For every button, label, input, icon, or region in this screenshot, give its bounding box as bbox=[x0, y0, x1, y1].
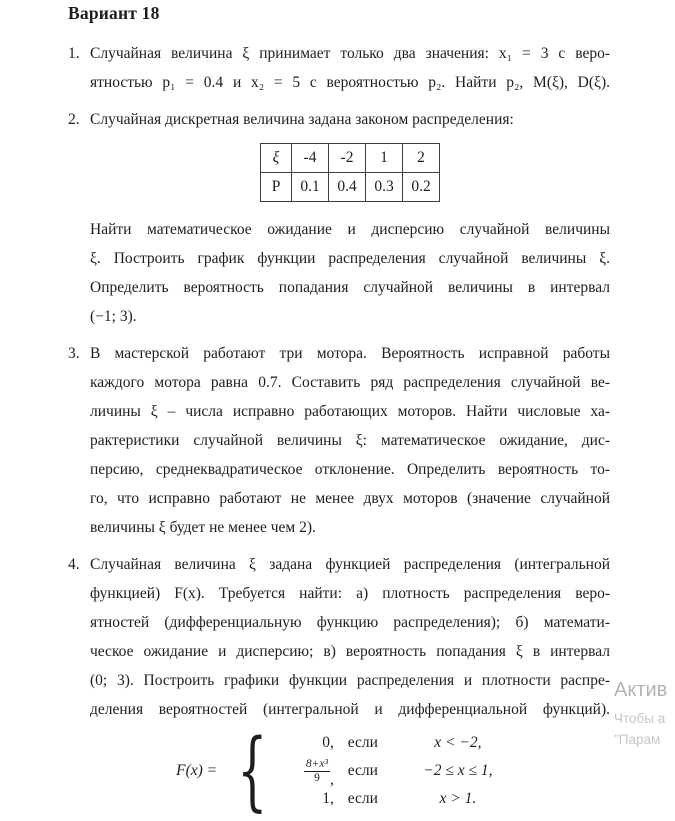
case-value: 0, bbox=[322, 734, 334, 751]
table-row-p bbox=[261, 173, 440, 202]
problem-line: величины ξ будет не менее чем 2). bbox=[90, 519, 316, 536]
watermark-subtext: "Парам bbox=[614, 732, 661, 747]
problem-text bbox=[90, 39, 610, 97]
case-range: −2 ≤ x ≤ 1, bbox=[423, 762, 493, 779]
p-value-cell: 0.3 bbox=[366, 173, 403, 202]
problem-line: рактеристики случайной величины ξ: математическое ожидание, дис- bbox=[90, 432, 610, 449]
table-row-xi bbox=[261, 144, 440, 173]
fraction-numerator: 8+x³ bbox=[305, 757, 328, 770]
watermark-subtext: Чтобы а bbox=[614, 711, 666, 726]
problem-number: 3. bbox=[68, 345, 80, 362]
xi-value-cell: 2 bbox=[403, 144, 440, 173]
problem-line: деления вероятностей (интегральной и дифференциальной функций). bbox=[90, 701, 610, 718]
problem-line: Случайная величина ξ принимает только два значения: x₁ = 3 с веро- bbox=[90, 45, 610, 62]
case-condition: если bbox=[347, 734, 378, 751]
case-value bbox=[282, 755, 334, 787]
p-value-cell: 0.1 bbox=[292, 173, 329, 202]
p-label-cell: P bbox=[261, 173, 292, 202]
problem-number: 1. bbox=[68, 45, 80, 62]
fraction bbox=[304, 758, 330, 785]
problem-item-4 bbox=[68, 550, 610, 724]
problem-line: личины ξ – числа исправно работающих моторов. Найти числовые ха- bbox=[90, 403, 610, 420]
case-range: x > 1. bbox=[439, 790, 477, 807]
problem-text bbox=[90, 339, 610, 542]
problem-line: (0; 3). Построить графики функции распределения и плотности распре- bbox=[90, 672, 610, 689]
case-condition: если bbox=[347, 762, 378, 779]
xi-value-cell: 1 bbox=[366, 144, 403, 173]
problem-line: ческое ожидание и дисперсию; в) вероятность попадания ξ в интервал bbox=[90, 643, 610, 660]
watermark-title: Актив bbox=[614, 679, 668, 701]
problem-line: Случайная величина ξ задана функцией распределения (интегральной bbox=[90, 556, 610, 573]
xi-value-cell: -2 bbox=[329, 144, 366, 173]
problem-number: 4. bbox=[68, 556, 80, 573]
problem-item-3 bbox=[68, 339, 610, 542]
windows-activation-watermark bbox=[614, 678, 675, 750]
fraction-comma: , bbox=[329, 771, 334, 788]
piecewise-function-formula bbox=[68, 721, 610, 821]
xi-label-cell: ξ bbox=[261, 144, 292, 173]
problem-line: (−1; 3). bbox=[90, 308, 137, 325]
case-condition: если bbox=[347, 790, 378, 807]
page-title: Вариант 18 bbox=[68, 3, 160, 23]
p-value-cell: 0.2 bbox=[403, 173, 440, 202]
problem-item-1 bbox=[68, 39, 610, 97]
problem-text bbox=[90, 550, 610, 724]
left-curly-brace: { bbox=[237, 721, 268, 821]
case-range: x < −2, bbox=[434, 734, 482, 751]
problem-line: функцией) F(x). Требуется найти: а) плотность распределения веро- bbox=[90, 585, 610, 602]
problem-line: ятностью p₁ = 0.4 и x₂ = 5 с вероятностью p₂. Найти p₂, M(ξ), D(ξ). bbox=[90, 74, 610, 91]
problem-line: В мастерской работают три мотора. Вероятность исправной работы bbox=[90, 345, 610, 362]
problem-line: каждого мотора равна 0.7. Составить ряд распределения случайной ве- bbox=[90, 374, 610, 391]
function-lhs: F(x) = bbox=[176, 762, 218, 779]
distribution-table bbox=[260, 143, 440, 202]
problem-number: 2. bbox=[68, 111, 80, 128]
problem-line: Определить вероятность попадания случайной величины в интервал bbox=[90, 279, 610, 296]
problem-line: Случайная дискретная величина задана законом распределения: bbox=[90, 111, 514, 128]
problem-line: го, что исправно работают не менее двух моторов (значение случайной bbox=[90, 490, 610, 507]
problem-line: Найти математическое ожидание и дисперсию случайной величины bbox=[90, 221, 610, 238]
problem-line: персию, среднеквадратическое отклонение. Определить вероятность то- bbox=[90, 461, 610, 478]
p-value-cell: 0.4 bbox=[329, 173, 366, 202]
case-value: 1, bbox=[322, 790, 334, 807]
distribution-table-wrapper bbox=[90, 143, 610, 202]
problem-item-2 bbox=[68, 105, 610, 331]
piecewise-cases bbox=[282, 731, 524, 811]
problem-line: ятностей (дифференциальную функцию распределения); б) математи- bbox=[90, 614, 610, 631]
problem-text bbox=[90, 105, 610, 331]
xi-value-cell: -4 bbox=[292, 144, 329, 173]
fraction-denominator: 9 bbox=[304, 771, 330, 785]
problem-line: ξ. Построить график функции распределения случайной величины ξ. bbox=[90, 250, 610, 267]
